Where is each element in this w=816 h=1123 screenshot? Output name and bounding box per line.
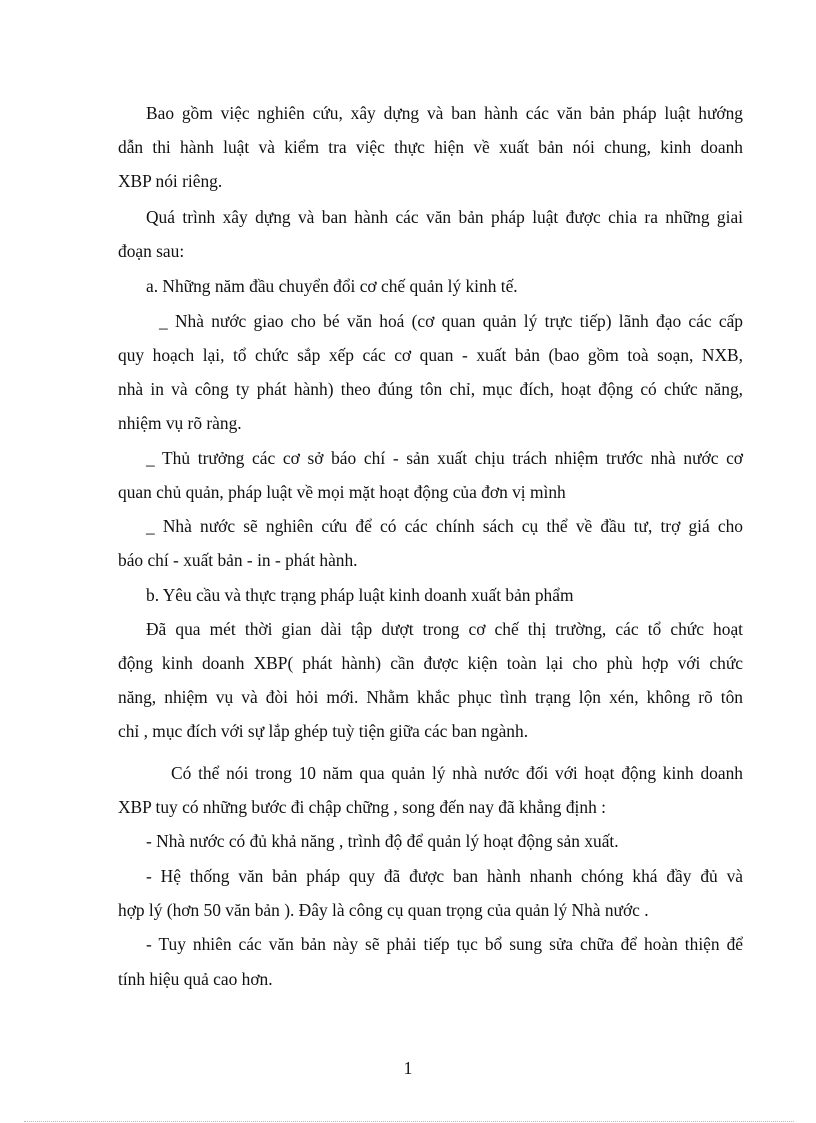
body-text-line: tính hiệu quả cao hơn. <box>118 969 273 989</box>
body-text-line: đoạn sau: <box>118 241 185 261</box>
body-text-line: - Hệ thống văn bản pháp quy đã được ban hành nhanh chóng khá đầy đủ và <box>146 866 743 886</box>
body-text-line: Quá trình xây dựng và ban hành các văn bản pháp luật được chia ra những giai <box>146 207 743 227</box>
body-text-line: năng, nhiệm vụ và đòi hỏi mới. Nhằm khắc phục tình trạng lộn xén, không rõ tôn <box>118 687 743 707</box>
section-heading: b. Yêu cầu và thực trạng pháp luật kinh doanh xuất bản phẩm <box>146 585 574 605</box>
body-text-line: Đã qua mét thời gian dài tập dượt trong cơ chế thị trường, các tổ chức hoạt <box>146 619 743 639</box>
body-text-line: chỉ , mục đích với sự lắp ghép tuỳ tiện giữa các ban ngành. <box>118 721 529 741</box>
section-heading: a. Những năm đầu chuyển đổi cơ chế quản lý kinh tế. <box>146 276 518 296</box>
body-text-line: XBP nói riêng. <box>118 171 223 191</box>
body-text-line: _ Thủ trưởng các cơ sở báo chí - sản xuất chịu trách nhiệm trước nhà nước cơ <box>146 448 743 468</box>
body-text-line: _ Nhà nước sẽ nghiên cứu để có các chính sách cụ thể về đầu tư, trợ giá cho <box>146 516 743 536</box>
page-bottom-border <box>24 1121 794 1122</box>
page-number: 1 <box>403 1058 413 1078</box>
body-text-line: nhiệm vụ rõ ràng. <box>118 413 242 433</box>
body-text-line: Bao gồm việc nghiên cứu, xây dựng và ban hành các văn bản pháp luật hướng <box>146 103 743 123</box>
body-text-line: _ Nhà nước giao cho bé văn hoá (cơ quan quản lý trực tiếp) lãnh đạo các cấp <box>159 311 743 331</box>
body-text-line: báo chí - xuất bản - in - phát hành. <box>118 550 358 570</box>
body-text-line: - Tuy nhiên các văn bản này sẽ phải tiếp tục bổ sung sửa chữa để hoàn thiện để <box>146 934 743 954</box>
body-text-line: nhà in và công ty phát hành) theo đúng tôn chỉ, mục đích, hoạt động có chức năng, <box>118 379 743 399</box>
body-text-line: XBP tuy có những bước đi chập chững , song đến nay đã khẳng định : <box>118 797 606 817</box>
body-text-line: - Nhà nước có đủ khả năng , trình độ để quản lý hoạt động sản xuất. <box>146 831 619 851</box>
body-text-line: hợp lý (hơn 50 văn bản ). Đây là công cụ quan trọng của quản lý Nhà nước . <box>118 900 649 920</box>
body-text-line: Có thể nói trong 10 năm qua quản lý nhà nước đối với hoạt động kinh doanh <box>171 763 743 783</box>
body-text-line: dẫn thi hành luật và kiểm tra việc thực hiện về xuất bản nói chung, kinh doanh <box>118 137 743 157</box>
body-text-line: quy hoạch lại, tổ chức sắp xếp các cơ quan - xuất bản (bao gồm toà soạn, NXB, <box>118 345 743 365</box>
body-text-line: quan chủ quản, pháp luật về mọi mặt hoạt động của đơn vị mình <box>118 482 566 502</box>
body-text-line: động kinh doanh XBP( phát hành) cần được kiện toàn lại cho phù hợp với chức <box>118 653 743 673</box>
